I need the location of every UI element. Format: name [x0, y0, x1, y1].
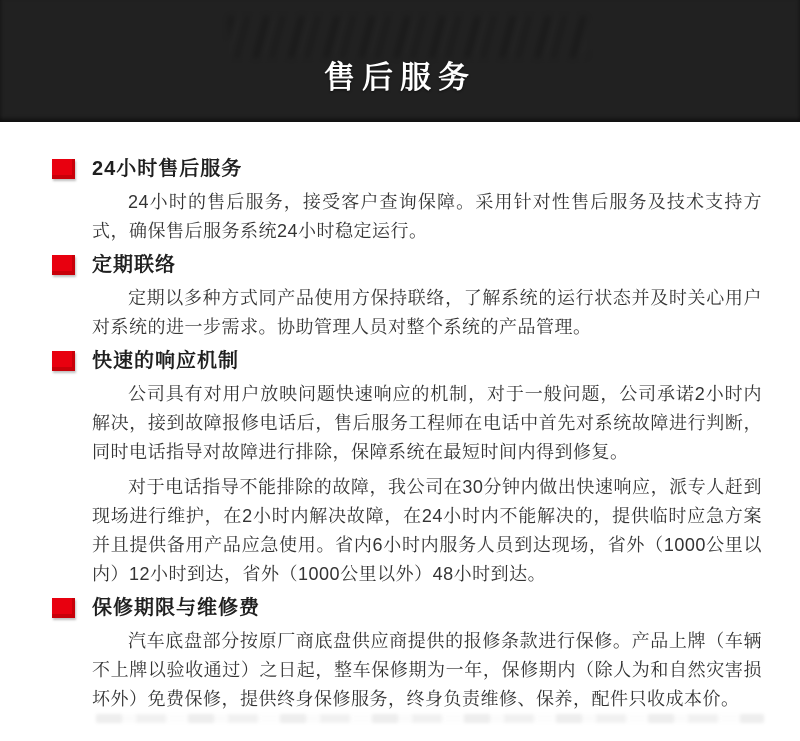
red-square-bullet-icon: [52, 351, 75, 371]
section-header: [92, 348, 762, 374]
section-body: [92, 284, 762, 342]
section-body: [92, 188, 762, 246]
section-paragraph: 公司具有对用户放映问题快速响应的机制，对于一般问题，公司承诺2小时内解决，接到故障报修电话后，售后服务工程师在电话中首先对系统故障进行判断，同时电话指导对故障进行排除，保障系统在最短时间内得到修复。: [92, 384, 762, 462]
section-title: 24小时售后服务: [92, 158, 243, 180]
red-square-bullet-icon: [52, 598, 75, 618]
section-header: [92, 156, 762, 182]
section-body: [92, 380, 762, 589]
section-paragraph: 对于电话指导不能排除的故障，我公司在30分钟内做出快速响应，派专人赶到现场进行维护，在2小时内解决故障，在24小时内不能解决的，提供临时应急方案并且提供备用产品应急使用。省内6小时内服务人员到达现场，省外（1000公里以内）12小时到达，省外（1000公里以外）48小时到达。: [92, 477, 762, 584]
section-paragraph: 汽车底盘部分按原厂商底盘供应商提供的报修条款进行保修。产品上牌（车辆不上牌以验收通过）之日起，整车保修期为一年，保修期内（除人为和自然灾害损坏外）免费保修，提供终身保修服务，终身负责维修、保养，配件只收成本价。: [92, 631, 762, 709]
section-header: [92, 252, 762, 278]
section-title: 快速的响应机制: [92, 350, 239, 372]
service-section: [92, 252, 762, 342]
red-square-bullet-icon: [52, 159, 75, 179]
section-paragraph: 24小时的售后服务，接受客户查询保障。采用针对性售后服务及技术支持方式，确保售后服务系统24小时稳定运行。: [92, 192, 762, 241]
content-area: [0, 122, 800, 714]
service-section: [92, 348, 762, 589]
page-header: [0, 0, 800, 122]
section-title: 定期联络: [92, 254, 176, 276]
section-header: [92, 595, 762, 621]
section-body: [92, 627, 762, 714]
section-list: [92, 156, 762, 714]
section-title: 保修期限与维修费: [92, 597, 260, 619]
service-section: [92, 595, 762, 714]
red-square-bullet-icon: [52, 255, 75, 275]
service-section: [92, 156, 762, 246]
page-title: 售后服务: [324, 59, 476, 95]
footer-watermark-smudge: [96, 714, 764, 723]
section-paragraph: 定期以多种方式同产品使用方保持联络，了解系统的运行状态并及时关心用户对系统的进一步需求。协助管理人员对整个系统的产品管理。: [92, 288, 762, 337]
